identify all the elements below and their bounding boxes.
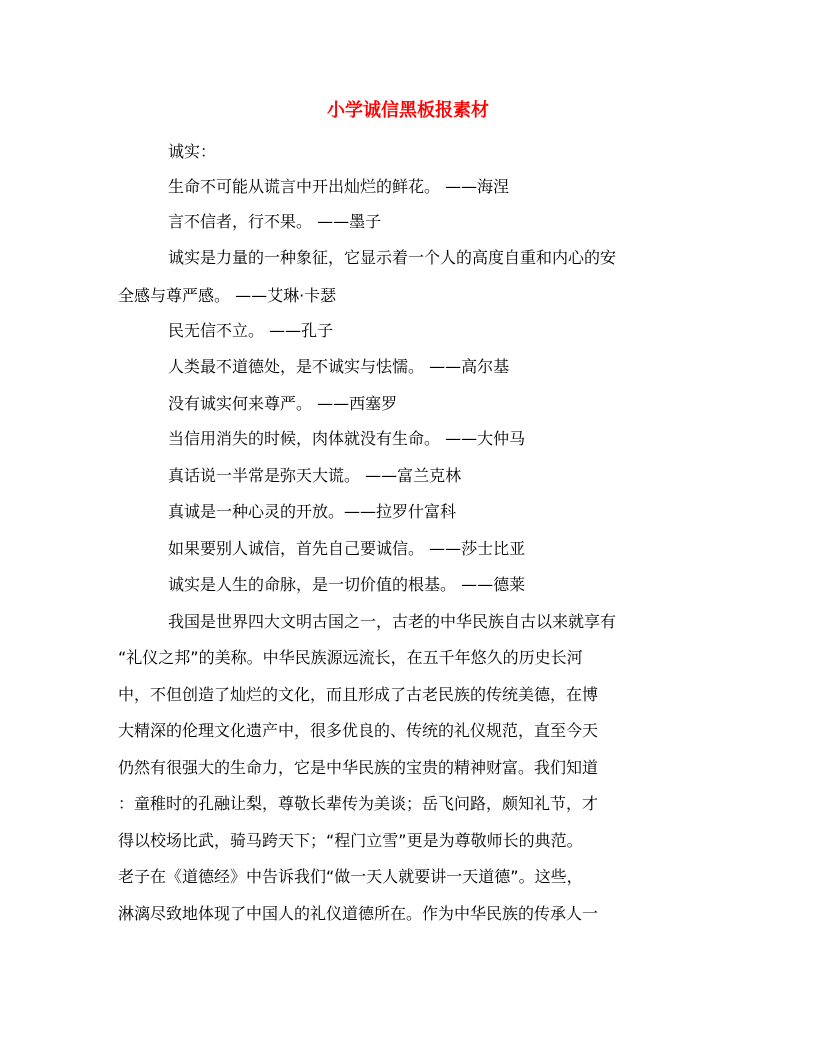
paragraph-line: 我国是世界四大文明古国之一，古老的中华民族自古以来就享有	[168, 612, 617, 631]
paragraph-line: ：童稚时的孔融让梨，尊敬长辈传为美谈；岳飞问路，颇知礼节，才	[118, 794, 599, 813]
paragraph-line: 仍然有很强大的生命力，它是中华民族的宝贵的精神财富。我们知道	[118, 758, 599, 777]
quote-line: 民无信不立。 ——孔子	[168, 321, 334, 340]
quote-line-continued: 全感与尊严感。 ——艾琳·卡瑟	[118, 286, 337, 305]
paragraph-line: 中，不但创造了灿烂的文化，而且形成了古老民族的传统美德，在博	[118, 685, 599, 704]
quote-line: 真话说一半常是弥天大谎。 ——富兰克林	[168, 466, 462, 485]
quote-line: 人类最不道德处，是不诚实与怯懦。 ——高尔基	[168, 357, 510, 376]
paragraph-line: 得以校场比武，骑马跨天下；“程门立雪”更是为尊敬师长的典范。	[118, 831, 583, 850]
quote-line: 当信用消失的时候，肉体就没有生命。 ——大仲马	[168, 429, 526, 448]
document-title: 小学诚信黑板报素材	[327, 100, 489, 121]
quote-line: 真诚是一种心灵的开放。——拉罗什富科	[168, 502, 457, 521]
quote-line: 生命不可能从谎言中开出灿烂的鲜花。 ——海涅	[168, 177, 510, 196]
paragraph-line: “礼仪之邦”的美称。中华民族源远流长，在五千年悠久的历史长河	[118, 648, 583, 667]
quote-line: 没有诚实何来尊严。 ——西塞罗	[168, 394, 398, 413]
paragraph-line: 淋漓尽致地体现了中国人的礼仪道德所在。作为中华民族的传承人一	[118, 904, 599, 923]
quote-line: 如果要别人诚信，首先自己要诚信。 ——莎士比亚	[168, 539, 526, 558]
quote-line: 诚实是人生的命脉，是一切价值的根基。 ——德莱	[168, 575, 526, 594]
quote-line: 言不信者，行不果。 ——墨子	[168, 212, 382, 231]
quote-line: 诚实是力量的一种象征，它显示着一个人的高度自重和内心的安	[168, 248, 617, 267]
paragraph-line: 大精深的伦理文化遗产中，很多优良的、传统的礼仪规范，直至今天	[118, 721, 599, 740]
paragraph-line: 老子在《道德经》中告诉我们“做一天人就要讲一天道德”。这些，	[118, 867, 583, 886]
section-heading: 诚实：	[168, 142, 217, 161]
